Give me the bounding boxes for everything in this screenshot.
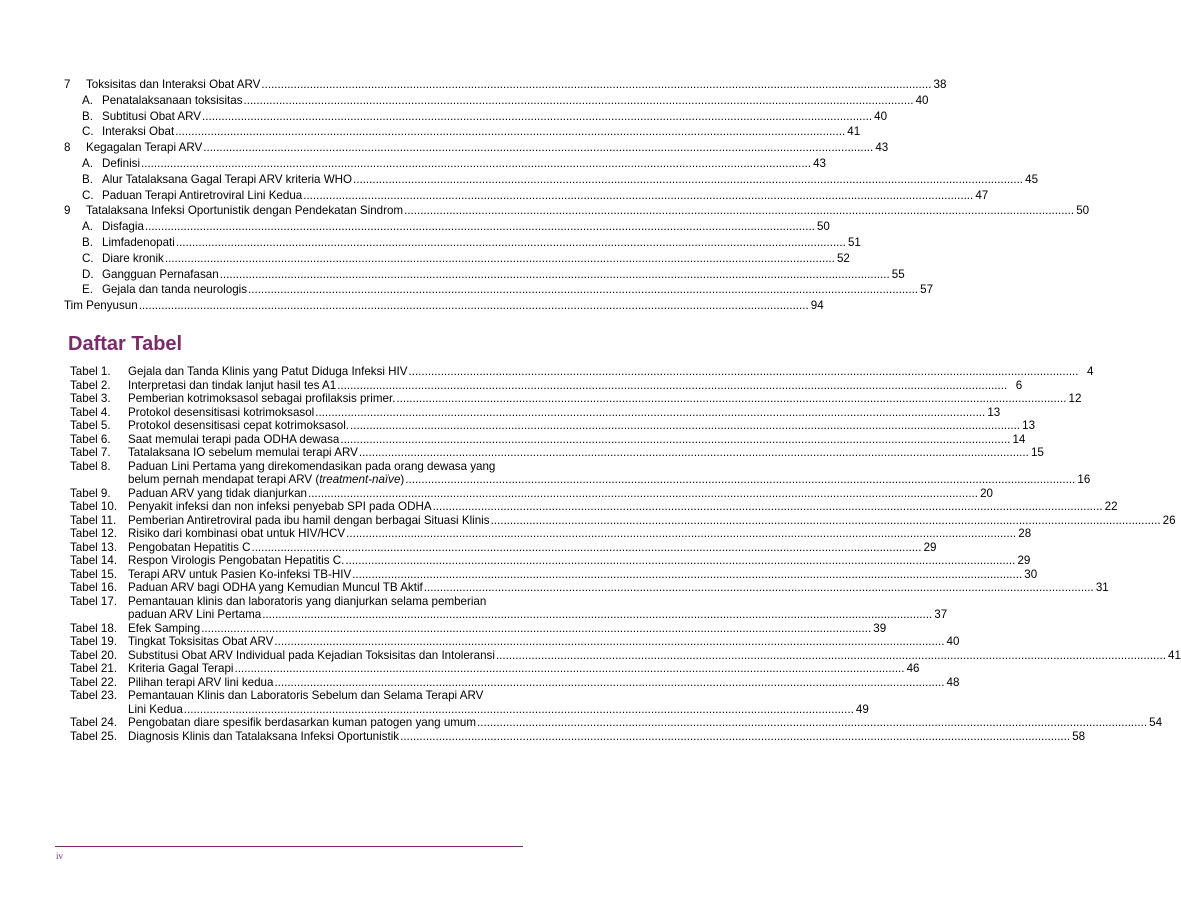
table-entry-label: Tabel 18. (70, 621, 118, 635)
table-entry-title: Paduan Lini Pertama yang direkomendasikan pada orang dewasa yang (128, 459, 496, 473)
toc-entry-number: 9 (64, 204, 71, 218)
table-entry-title: Pemberian kotrimoksasol sebagai profilaksis primer. (128, 392, 396, 405)
table-entry-title: Interpretasi dan tindak lanjut hasil tes A1 (128, 378, 337, 392)
table-entry-leader (496, 649, 1166, 663)
toc-entry-title: Penatalaksanaan toksisitas (102, 93, 243, 107)
table-entry-page: 30 (1024, 567, 1038, 581)
toc-entry-leader (203, 140, 873, 156)
toc-entry[interactable] (64, 140, 889, 156)
table-entry-line (128, 730, 1085, 744)
table-list-entry[interactable] (70, 513, 1176, 528)
table-entry-title: Kriteria Gagal Terapi (128, 662, 234, 675)
table-entry-line (128, 473, 1090, 487)
toc-entry-title: Diare kronik (102, 251, 164, 265)
table-list-entry[interactable] (70, 648, 1181, 663)
table-entry-page: 20 (980, 486, 993, 500)
table-entry-page: 15 (1030, 446, 1044, 459)
table-list-entry[interactable] (70, 716, 1163, 730)
toc-entry-page: 50 (816, 220, 830, 234)
table-list-entry[interactable] (70, 365, 1094, 379)
table-entry-page: 4 (1087, 365, 1094, 378)
toc-entry-number: D. (82, 267, 94, 281)
table-entry-body (128, 649, 1181, 663)
table-entry-title: paduan ARV Lini Pertama (128, 608, 262, 621)
table-entry-title: Pengobatan Hepatitis C (128, 540, 251, 554)
daftar-tabel-heading: Daftar Tabel (68, 333, 183, 355)
table-list-entry[interactable] (70, 635, 960, 649)
table-entry-title: Lini Kedua (128, 702, 183, 716)
table-entry-body (128, 689, 869, 716)
table-entry-line (128, 608, 947, 622)
toc-entry-number: A. (82, 220, 93, 234)
table-entry-page: 29 (1017, 554, 1031, 567)
table-list-entry[interactable] (70, 459, 1091, 487)
table-entry-leader (345, 554, 1015, 568)
list-of-tables (70, 365, 1181, 743)
toc-entry-page: 41 (847, 125, 861, 139)
table-list-entry[interactable] (70, 540, 937, 555)
toc-entry-title: Toksisitas dan Interaksi Obat ARV (86, 78, 261, 91)
table-entry-line (128, 500, 1118, 514)
table-entry-body (128, 379, 1022, 393)
toc-entry-title: Tatalaksana Infeksi Oportunistik dengan Pendekatan Sindrom (86, 204, 404, 218)
table-entry-title: Tatalaksana IO sebelum memulai terapi ARV (128, 446, 358, 459)
toc-entry-number: C. (82, 125, 94, 139)
table-entry-page: 54 (1149, 716, 1163, 729)
table-entry-title: Pemantauan klinis dan laboratoris yang dianjurkan selama pemberian (128, 594, 487, 608)
table-entry-line (128, 716, 1162, 730)
table-entry-label: Tabel 2. (70, 378, 111, 392)
table-entry-label: Tabel 17. (70, 594, 118, 608)
table-entry-page: 14 (1012, 432, 1026, 446)
table-entry-label: Tabel 11. (70, 513, 117, 527)
table-entry-label: Tabel 20. (70, 648, 118, 662)
toc-entry[interactable] (64, 235, 861, 251)
toc-entry[interactable] (64, 124, 861, 140)
toc-entry-page: 55 (891, 267, 905, 281)
table-entry-label: Tabel 4. (70, 405, 111, 419)
toc-entry[interactable] (64, 282, 934, 298)
table-entry-label: Tabel 10. (70, 500, 118, 513)
toc-entry[interactable] (64, 109, 888, 125)
toc-entry-leader (244, 93, 914, 109)
table-entry-body (128, 460, 1090, 487)
table-entry-title: Pengobatan diare spesifik berdasarkan kuman patogen yang umum (128, 716, 477, 729)
toc-entry-page: 45 (1025, 172, 1039, 186)
table-list-entry[interactable] (70, 675, 960, 690)
toc-entry-leader (220, 267, 890, 283)
table-entry-title: Risiko dari kombinasi obat untuk HIV/HCV (128, 527, 346, 540)
table-entry-leader (337, 379, 1007, 393)
toc-entry-title: Definisi (102, 156, 141, 170)
table-entry-title: Gejala dan Tanda Klinis yang Patut Diduga Infeksi HIV (128, 365, 408, 378)
table-entry-page: 22 (1104, 500, 1118, 513)
table-entry-page: 16 (1077, 473, 1091, 486)
table-entry-title: Protokol desensitisasi cepat kotrimoksasol. (128, 419, 350, 432)
toc-entry-leader (176, 235, 846, 251)
toc-entry-title: Interaksi Obat (102, 125, 175, 139)
table-entry-leader (340, 433, 1010, 447)
toc-entry-page: 43 (813, 156, 827, 170)
table-entry-label: Tabel 14. (70, 554, 118, 567)
table-entry-leader (424, 581, 1094, 595)
table-entry-title: ) (400, 473, 405, 486)
table-entry-body (128, 662, 919, 676)
toc-entry-title: Disfagia (102, 220, 144, 234)
toc-entry-number: B. (82, 109, 93, 123)
table-entry-label: Tabel 1. (70, 365, 111, 378)
table-entry-label: Tabel 25. (70, 729, 118, 743)
table-entry-leader (491, 514, 1161, 528)
table-entry-body (128, 568, 1037, 582)
table-entry-title: Efek Samping (128, 621, 201, 635)
table-list-entry[interactable] (70, 500, 1118, 514)
table-entry-line (128, 554, 1030, 568)
table-entry-label: Tabel 21. (70, 662, 118, 675)
toc-entry-page: 52 (836, 251, 850, 265)
table-of-contents (64, 77, 1090, 314)
toc-entry[interactable] (64, 251, 850, 267)
table-entry-line (128, 487, 993, 501)
table-entry-title: Substitusi Obat ARV Individual pada Kejadian Toksisitas dan Intoleransi (128, 648, 495, 662)
toc-entry-leader (145, 219, 815, 235)
table-entry-leader (352, 568, 1022, 582)
table-entry-body (128, 365, 1094, 379)
table-entry-line (128, 649, 1181, 663)
table-entry-title: Pemantauan Klinis dan Laboratoris Sebelum dan Selama Terapi ARV (128, 689, 484, 702)
table-entry-body (128, 581, 1109, 595)
table-entry-leader (274, 676, 944, 690)
toc-entry[interactable] (64, 93, 929, 109)
table-entry-label: Tabel 12. (70, 527, 118, 540)
table-entry-label: Tabel 15. (70, 567, 118, 581)
table-entry-body (128, 446, 1044, 460)
toc-entry-page: 40 (915, 93, 929, 107)
table-entry-label: Tabel 5. (70, 419, 111, 432)
toc-entry-number: 7 (64, 78, 71, 91)
table-entry-page: 13 (1022, 419, 1036, 432)
toc-entry-title: Subtitusi Obat ARV (102, 109, 202, 123)
toc-entry-leader (353, 172, 1023, 188)
table-entry-leader (234, 662, 904, 676)
table-entry-page: 46 (906, 662, 920, 675)
table-entry-leader (396, 392, 1066, 406)
table-entry-line (128, 622, 886, 636)
toc-entry-leader (248, 282, 918, 298)
table-entry-leader (400, 730, 1070, 744)
table-entry-body (128, 622, 886, 636)
toc-entry-leader (404, 203, 1074, 219)
table-list-entry[interactable] (70, 419, 1036, 433)
table-entry-leader (433, 500, 1103, 514)
table-entry-line (128, 689, 869, 703)
table-entry-label: Tabel 7. (70, 446, 111, 459)
toc-entry[interactable] (64, 219, 830, 235)
table-entry-line (128, 568, 1037, 582)
table-entry-leader (308, 487, 978, 501)
table-entry-page: 49 (855, 702, 869, 716)
table-entry-line (128, 446, 1044, 460)
toc-entry-title: Paduan Terapi Antiretroviral Lini Kedua (102, 188, 303, 202)
table-entry-title: Penyakit infeksi dan non infeksi penyebab SPI pada ODHA (128, 500, 432, 513)
toc-entry-page: 50 (1076, 204, 1090, 218)
table-entry-line (128, 635, 959, 649)
toc-entry-leader (165, 251, 835, 267)
table-entry-page: 48 (946, 675, 960, 689)
table-entry-body (128, 676, 959, 690)
table-entry-page: 13 (987, 405, 1001, 419)
toc-entry-number: A. (82, 93, 93, 107)
table-entry-title: belum pernah mendapat terapi ARV ( (128, 473, 320, 486)
table-entry-body (128, 487, 993, 501)
toc-entry-title: Alur Tatalaksana Gagal Terapi ARV kriteria WHO (102, 172, 353, 186)
table-entry-line (128, 392, 1081, 406)
toc-entry-page: 40 (874, 109, 888, 123)
toc-entry-leader (141, 156, 811, 172)
table-entry-leader (359, 446, 1029, 460)
toc-entry-number: 8 (64, 141, 71, 155)
toc-entry[interactable] (64, 77, 947, 93)
table-entry-leader (350, 419, 1020, 433)
table-entry-leader (201, 622, 871, 636)
table-entry-leader (262, 608, 932, 622)
table-entry-label: Tabel 9. (70, 486, 111, 500)
table-entry-line (128, 703, 869, 717)
table-entry-body (128, 554, 1030, 568)
table-list-entry[interactable] (70, 689, 869, 716)
table-entry-page: 37 (934, 608, 948, 621)
table-list-entry[interactable] (70, 405, 1001, 420)
table-entry-line (128, 460, 1090, 474)
toc-entry-page: 94 (810, 299, 824, 313)
toc-entry-title: Limfadenopati (102, 235, 175, 249)
table-entry-title: Pilihan terapi ARV lini kedua (128, 675, 274, 689)
table-entry-label: Tabel 3. (70, 392, 111, 405)
toc-entry[interactable] (64, 203, 1090, 219)
table-entry-leader (184, 703, 854, 717)
toc-entry[interactable] (64, 188, 989, 204)
table-entry-label: Tabel 13. (70, 540, 118, 554)
toc-entry-title: Tim Penyusun (64, 299, 138, 313)
table-entry-page: 26 (1162, 513, 1176, 527)
toc-entry-page: 43 (875, 141, 889, 155)
table-list-entry[interactable] (70, 527, 1032, 541)
table-entry-line (128, 406, 1000, 420)
table-entry-page: 12 (1068, 392, 1082, 405)
table-entry-label: Tabel 23. (70, 689, 118, 702)
table-entry-label: Tabel 19. (70, 635, 118, 648)
toc-entry-page: 47 (975, 188, 989, 202)
table-entry-line (128, 379, 1022, 393)
toc-entry[interactable] (64, 267, 905, 283)
table-entry-title: Terapi ARV untuk Pasien Ko-infeksi TB-HIV (128, 567, 352, 581)
footer-divider (55, 846, 523, 847)
table-entry-body (128, 433, 1025, 447)
table-entry-label: Tabel 24. (70, 716, 118, 729)
toc-entry-number: E. (82, 283, 93, 297)
table-entry-body (128, 541, 936, 555)
table-entry-body (128, 595, 947, 622)
table-entry-line (128, 433, 1025, 447)
toc-entry[interactable] (64, 298, 824, 314)
table-entry-line (128, 541, 936, 555)
table-entry-label: Tabel 6. (70, 432, 111, 446)
table-entry-body (128, 419, 1035, 433)
toc-entry-leader (175, 124, 845, 140)
table-list-entry[interactable] (70, 378, 1023, 393)
toc-entry-page: 38 (933, 78, 947, 91)
table-entry-title: Diagnosis Klinis dan Tatalaksana Infeksi Oportunistik (128, 729, 400, 743)
toc-entry[interactable] (64, 172, 1039, 188)
toc-entry-leader (202, 109, 872, 125)
table-entry-body (128, 730, 1085, 744)
toc-entry-leader (303, 188, 973, 204)
table-entry-title: Paduan ARV yang tidak dianjurkan (128, 486, 307, 500)
table-entry-body (128, 514, 1176, 528)
table-entry-label: Tabel 16. (70, 581, 118, 594)
table-entry-leader (251, 541, 921, 555)
table-entry-body (128, 716, 1162, 730)
table-list-entry[interactable] (70, 662, 920, 676)
table-list-entry[interactable] (70, 567, 1038, 582)
table-list-entry[interactable] (70, 432, 1026, 447)
table-entry-line (128, 419, 1035, 433)
table-list-entry[interactable] (70, 554, 1031, 568)
toc-entry-number: B. (82, 172, 93, 186)
table-entry-line (128, 662, 919, 676)
table-entry-page: 29 (923, 540, 937, 554)
table-entry-page: 40 (946, 635, 960, 648)
table-entry-page: 6 (1015, 378, 1023, 392)
table-entry-body (128, 635, 959, 649)
table-list-entry[interactable] (70, 581, 1109, 595)
table-entry-line (128, 676, 959, 690)
table-entry-page: 31 (1095, 581, 1109, 594)
table-entry-title: Saat memulai terapi pada ODHA dewasa (128, 432, 340, 446)
toc-entry-leader (261, 77, 931, 93)
table-entry-line (128, 595, 947, 609)
table-entry-body (128, 500, 1118, 514)
table-entry-page: 58 (1072, 729, 1086, 743)
table-list-entry[interactable] (70, 486, 993, 501)
table-entry-leader (409, 365, 1079, 379)
toc-entry-page: 51 (847, 235, 861, 249)
toc-entry-title: Kegagalan Terapi ARV (86, 141, 203, 155)
toc-entry-title: Gejala dan tanda neurologis (102, 283, 248, 297)
table-entry-page: 28 (1018, 527, 1032, 540)
footer-page-number: iv (56, 851, 64, 861)
table-entry-title: Respon Virologis Pengobatan Hepatitis C. (128, 554, 345, 567)
table-entry-line (128, 514, 1176, 528)
table-entry-body (128, 392, 1081, 406)
table-list-entry[interactable] (70, 392, 1082, 406)
table-entry-title: treatment-naïve (319, 473, 401, 486)
table-entry-label: Tabel 22. (70, 675, 118, 689)
toc-entry-number: A. (82, 156, 93, 170)
table-entry-leader (346, 527, 1016, 541)
table-entry-title: Tingkat Toksisitas Obat ARV (128, 635, 274, 648)
table-entry-title: Protokol desensitisasi kotrimoksasol (128, 405, 315, 419)
table-entry-label: Tabel 8. (70, 459, 111, 473)
table-entry-body (128, 406, 1000, 420)
toc-entry-number: C. (82, 188, 94, 202)
toc-entry-title: Gangguan Pernafasan (102, 267, 219, 281)
table-entry-leader (477, 716, 1147, 730)
table-list-entry[interactable] (70, 446, 1044, 460)
table-entry-title: Paduan ARV bagi ODHA yang Kemudian Muncul TB Aktif (128, 581, 423, 594)
table-entry-page: 39 (873, 621, 887, 635)
table-entry-leader (274, 635, 944, 649)
toc-entry[interactable] (64, 156, 827, 172)
toc-entry-page: 57 (920, 283, 934, 297)
table-entry-line (128, 581, 1109, 595)
table-entry-line (128, 365, 1094, 379)
table-entry-leader (405, 473, 1075, 487)
table-entry-page: 41 (1168, 648, 1181, 662)
table-entry-body (128, 527, 1031, 541)
table-list-entry[interactable] (70, 729, 1086, 744)
table-list-entry[interactable] (70, 594, 948, 622)
table-entry-leader (315, 406, 985, 420)
toc-entry-leader (139, 298, 809, 314)
toc-entry-number: B. (82, 235, 93, 249)
toc-entry-number: C. (82, 251, 94, 265)
table-entry-title: Pemberian Antiretroviral pada ibu hamil dengan berbagai Situasi Klinis (128, 513, 490, 527)
table-list-entry[interactable] (70, 621, 887, 636)
table-entry-line (128, 527, 1031, 541)
